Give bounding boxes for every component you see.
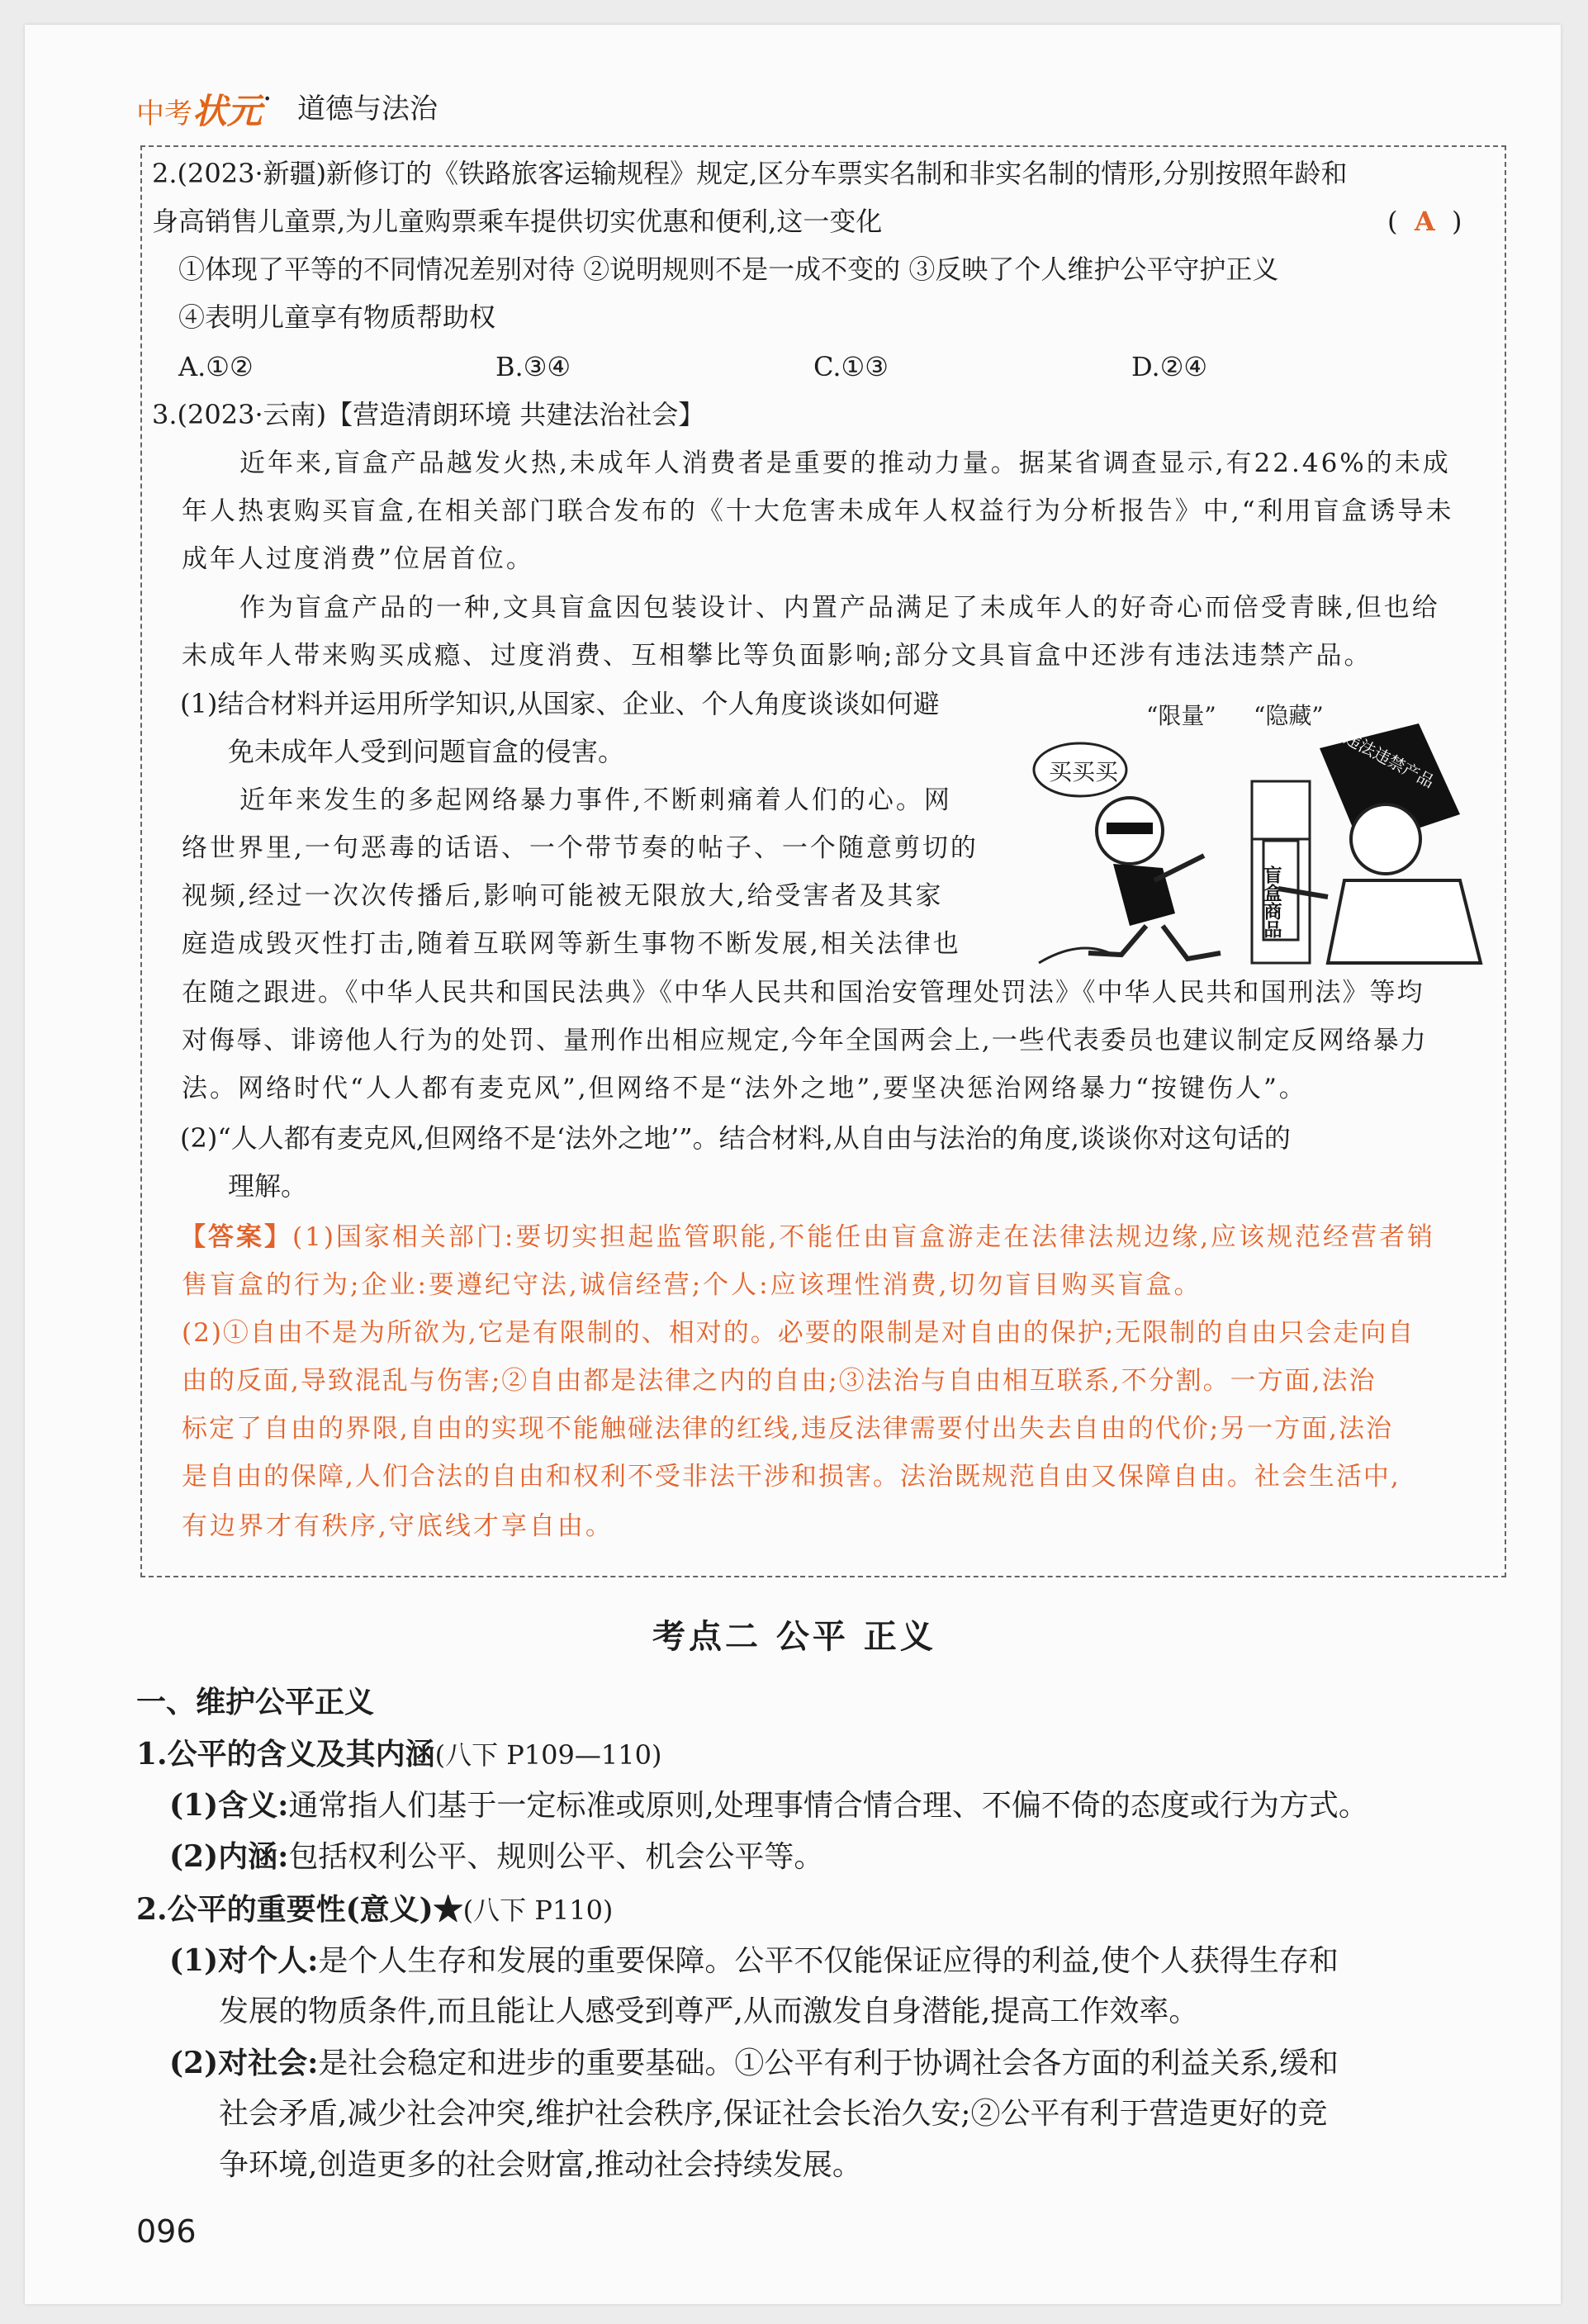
item2-title-line bbox=[136, 1891, 613, 1928]
brand-prefix: 中考 bbox=[136, 97, 192, 130]
item1-title: 1.公平的含义及其内涵 bbox=[136, 1737, 435, 1771]
q3-title: 3.(2023·云南)【营造清朗环境 共建法治社会】 bbox=[152, 399, 705, 430]
q3-answer-line: (2)①自由不是为所欲为,它是有限制的、相对的。必要的限制是对自由的保护;无限制的自由只会走向自 bbox=[182, 1318, 1415, 1348]
q3-answer-line: 由的反面,导致混乱与伤害;②自由都是法律之内的自由;③法治与自由相互联系,不分割。一方面,法治 bbox=[182, 1366, 1377, 1396]
q3-material1-line: 近年来,盲盒产品越发火热,未成年人消费者是重要的推动力量。据某省调查显示,有22.46%的未成 bbox=[239, 448, 1451, 478]
q2-answer-bracket: ( A ) bbox=[1387, 206, 1462, 237]
item1-b: (2)内涵:包括权利公平、规则公平、机会公平等。 bbox=[169, 1839, 824, 1874]
q3-answer-line: 售盲盒的行为;企业:要遵纪守法,诚信经营;个人:应该理性消费,切勿盲目购买盲盒。 bbox=[182, 1270, 1202, 1300]
q3-material2-line: 视频,经过一次次传播后,影响可能被无限放大,给受害者及其家 bbox=[182, 881, 944, 911]
q3-material2-line: 法。网络时代“人人都有麦克风”,但网络不是“法外之地”,要坚决惩治网络暴力“按键伤人”。 bbox=[182, 1074, 1307, 1103]
header-brand bbox=[136, 84, 262, 134]
header-dot: · bbox=[263, 83, 273, 116]
q3-answer-line: 标定了自由的界限,自由的实现不能触碰法律的红线,违反法律需要付出失去自由的代价;另一方面,法治 bbox=[182, 1414, 1394, 1444]
q2-statements-1: ①体现了平等的不同情况差别对待 ②说明规则不是一成不变的 ③反映了个人维护公平守护正义 bbox=[178, 254, 1279, 285]
q3-material2-line: 对侮辱、诽谤他人行为的处罚、量刑作出相应规定,今年全国两会上,一些代表委员也建议制定反网络暴力 bbox=[182, 1026, 1428, 1055]
brand-main: 状元 bbox=[192, 91, 263, 131]
q2-option-d: D.②④ bbox=[1131, 351, 1208, 382]
item1-ref: (八下 P109—110) bbox=[434, 1739, 662, 1771]
q3-material2-line: 络世界里,一句恶毒的话语、一个带节奏的帖子、一个随意剪切的 bbox=[182, 833, 979, 863]
item1-a: (1)含义:通常指人们基于一定标准或原则,处理事情合情合理、不偏不倚的态度或行为方式。 bbox=[169, 1788, 1368, 1823]
header-subject: 道德与法治 bbox=[297, 92, 438, 126]
q2-line-2: 身高销售儿童票,为儿童购票乘车提供切实优惠和便利,这一变化 bbox=[152, 206, 883, 237]
q2-answer: A bbox=[1414, 206, 1435, 237]
item2-b-cont: 争环境,创造更多的社会财富,推动社会持续发展。 bbox=[219, 2148, 862, 2182]
q3-material1-line: 成年人过度消费”位居首位。 bbox=[182, 544, 534, 574]
q2-option-c: C.①③ bbox=[813, 351, 889, 382]
q2-statements-2: ④表明儿童享有物质帮助权 bbox=[178, 301, 496, 333]
item1-title-line bbox=[136, 1736, 661, 1773]
item2-ref: (八下 P110) bbox=[462, 1895, 614, 1926]
page-number: 096 bbox=[136, 2213, 197, 2250]
q3-material2-line: 在随之跟进。《中华人民共和国民法典》《中华人民共和国治安管理处罚法》《中华人民共和国刑法》等均 bbox=[182, 978, 1424, 1008]
section-title: 考点二 公平 正义 bbox=[652, 1618, 936, 1656]
q3-sub1-line: (1)结合材料并运用所学知识,从国家、企业、个人角度谈谈如何避 bbox=[180, 688, 940, 719]
q3-sub2-line: (2)“人人都有麦克风,但网络不是‘法外之地’”。结合材料,从自由与法治的角度,谈谈你对这句话的 bbox=[180, 1122, 1291, 1154]
q3-answer-line: 有边界才有秩序,守底线才享自由。 bbox=[182, 1511, 614, 1541]
q2-option-b: B.③④ bbox=[495, 351, 571, 382]
cartoon-label-hidden: “隐藏” bbox=[1254, 702, 1324, 729]
q3-answer-line: 是自由的保障,人们合法的自由和权利不受非法干涉和损害。法治既规范自由又保障自由。社会生活中, bbox=[182, 1462, 1401, 1492]
q3-material2-line: 庭造成毁灭性打击,随着互联网等新生事物不断发展,相关法律也 bbox=[182, 929, 961, 959]
item2-b: (2)对社会:是社会稳定和进步的重要基础。①公平有利于协调社会各方面的利益关系,缓和 bbox=[169, 2046, 1339, 2080]
cartoon-label-limit: “限量” bbox=[1146, 702, 1216, 729]
cartoon-label-buy: 买买买 bbox=[1049, 758, 1119, 785]
item2-title: 2.公平的重要性(意义)★ bbox=[136, 1892, 463, 1927]
q3-material1-line: 未成年人带来购买成瘾、过度消费、互相攀比等负面影响;部分文具盲盒中还涉有违法违禁产品。 bbox=[182, 641, 1372, 671]
q3-material1-line: 作为盲盒产品的一种,文具盲盒因包装设计、内置产品满足了未成年人的好奇心而倍受青睐,但也给 bbox=[239, 593, 1440, 623]
q3-sub2-line: 理解。 bbox=[228, 1170, 308, 1202]
cartoon-label-illegal: 违法违禁产品 bbox=[1340, 728, 1438, 792]
q3-answer-line-1: 【答案】(1)国家相关部门:要切实担起监管职能,不能任由盲盒游走在法律法规边缘,应该规范经营者销 bbox=[180, 1222, 1436, 1252]
blind-box-cartoon bbox=[1031, 690, 1493, 971]
item2-a-cont: 发展的物质条件,而且能让人感受到尊严,从而激发自身潜能,提高工作效率。 bbox=[219, 1994, 1199, 2028]
q2-option-a: A.①② bbox=[178, 351, 254, 382]
item2-a: (1)对个人:是个人生存和发展的重要保障。公平不仅能保证应得的利益,使个人获得生存和 bbox=[169, 1943, 1339, 1978]
q2-line-1: 2.(2023·新疆)新修订的《铁路旅客运输规程》规定,区分车票实名制和非实名制的情形,分别按照年龄和 bbox=[152, 158, 1348, 189]
item2-b-cont: 社会矛盾,减少社会冲突,维护社会秩序,保证社会长治久安;②公平有利于营造更好的竞 bbox=[219, 2097, 1328, 2131]
running-man bbox=[1039, 798, 1221, 963]
section-heading: 一、维护公平正义 bbox=[136, 1686, 375, 1719]
q3-material2-line: 近年来发生的多起网络暴力事件,不断刺痛着人们的心。网 bbox=[239, 785, 952, 815]
answer-label: 【答案】 bbox=[180, 1222, 292, 1252]
cartoon-label-box: 盲盒商品 bbox=[1261, 866, 1282, 938]
q3-material1-line: 年人热衷购买盲盒,在相关部门联合发布的《十大危害未成年人权益行为分析报告》中,“利用盲盒诱导未 bbox=[182, 496, 1454, 526]
q3-sub1-line: 免未成年人受到问题盲盒的侵害。 bbox=[228, 736, 625, 767]
